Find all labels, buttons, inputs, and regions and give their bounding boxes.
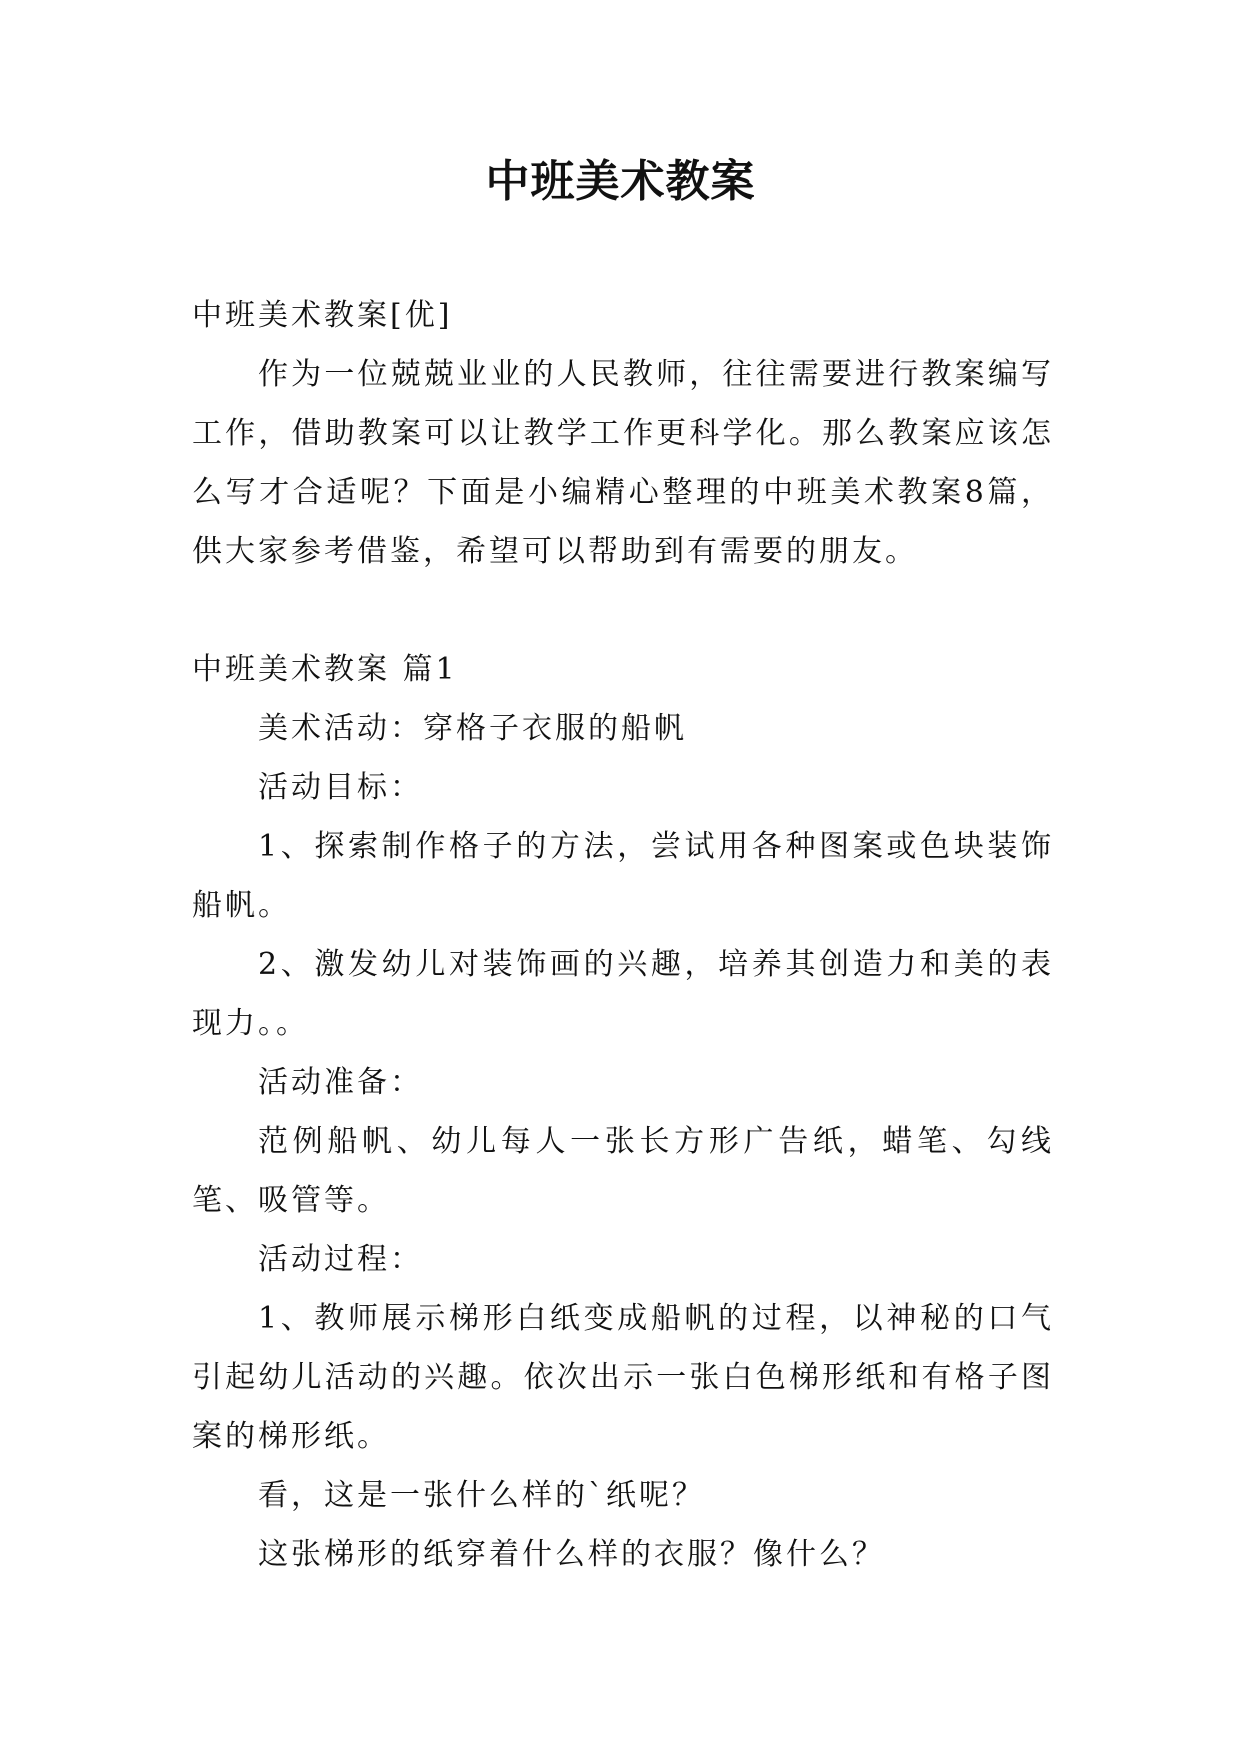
prep-paragraph: 范例船帆、幼儿每人一张长方形广告纸，蜡笔、勾线笔、吸管等。 bbox=[192, 1124, 1054, 1218]
section-heading: 中班美术教案 篇1 bbox=[192, 652, 458, 687]
document-body bbox=[192, 286, 1054, 1584]
intro-paragraph: 作为一位兢兢业业的人民教师，往往需要进行教案编写工作，借助教案可以让教学工作更科学化。那么教案应该怎么写才合适呢？下面是小编精心整理的中班美术教案8篇，供大家参考借鉴，希望可以帮助到有需要的朋友。 bbox=[192, 357, 1054, 569]
document-title: 中班美术教案 bbox=[485, 156, 756, 207]
activity-title: 美术活动：穿格子衣服的船帆 bbox=[258, 711, 687, 746]
paragraph-spacer bbox=[192, 581, 1054, 640]
goal-item: 1、探索制作格子的方法，尝试用各种图案或色块装饰船帆。 bbox=[192, 829, 1054, 923]
prep-label: 活动准备： bbox=[258, 1065, 423, 1100]
goals-label: 活动目标： bbox=[258, 770, 423, 805]
process-label: 活动过程： bbox=[258, 1242, 423, 1277]
goal-item: 2、激发幼儿对装饰画的兴趣，培养其创造力和美的表现力。。 bbox=[192, 947, 1054, 1041]
process-step: 1、教师展示梯形白纸变成船帆的过程，以神秘的口气引起幼儿活动的兴趣。依次出示一张白色梯形纸和有格子图案的梯形纸。 bbox=[192, 1301, 1054, 1454]
question-line: 看，这是一张什么样的`纸呢？ bbox=[258, 1478, 705, 1513]
document-subtitle: 中班美术教案[优] bbox=[192, 298, 453, 333]
question-line: 这张梯形的纸穿着什么样的衣服？像什么？ bbox=[258, 1537, 885, 1572]
